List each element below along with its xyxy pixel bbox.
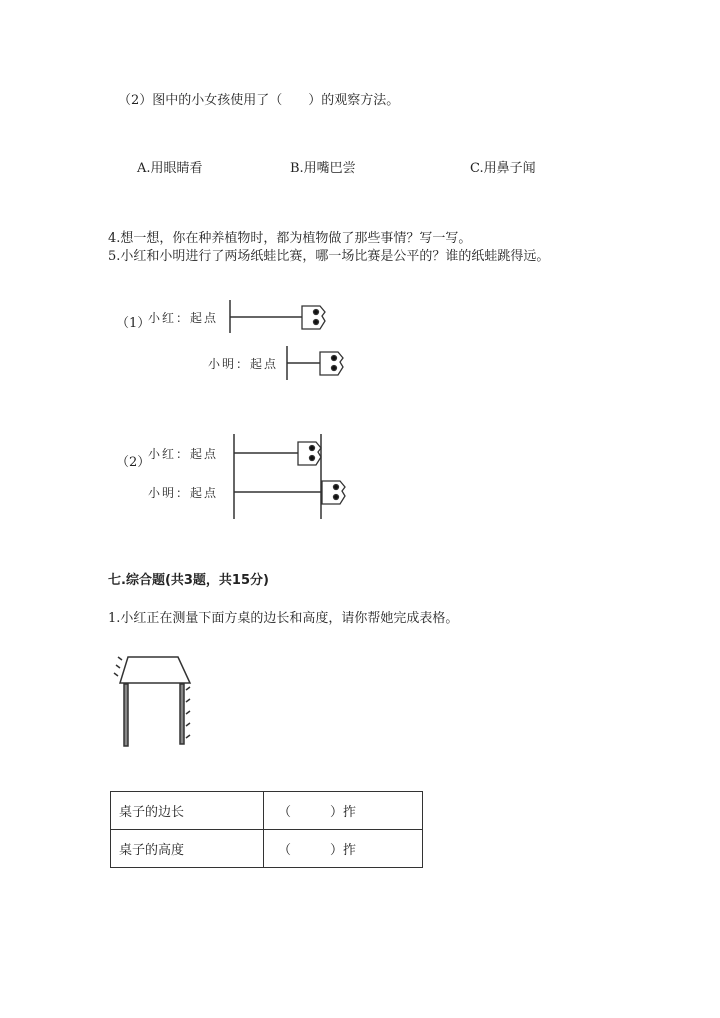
race-2-label: （2） — [116, 455, 151, 470]
race-1-label: （1） — [116, 316, 151, 331]
question-4: 4.想一想，你在种养植物时，都为植物做了那些事情？写一写。 — [108, 231, 472, 246]
race-2-xiaoming-label: 小明：起点 — [148, 486, 219, 500]
section-7-heading: 七.综合题(共3题，共15分) — [108, 573, 269, 588]
table-cell-label: 桌子的边长 — [111, 792, 264, 830]
table-cell-answer: （ ）拃 — [264, 830, 423, 868]
section-7-question-1: 1.小红正在测量下面方桌的边长和高度，请你帮她完成表格。 — [108, 611, 459, 626]
race-1-xiaohong-label: 小红：起点 — [148, 311, 219, 325]
table-cell-answer: （ ）拃 — [264, 792, 423, 830]
option-c: C.用鼻子闻 — [470, 161, 536, 176]
table-drawing — [114, 657, 190, 746]
option-a: A.用眼睛看 — [137, 161, 203, 176]
option-b: B.用嘴巴尝 — [290, 161, 356, 176]
table-row — [111, 830, 423, 868]
race-1-xiaoming-label: 小明：起点 — [208, 357, 279, 371]
measurement-table — [110, 791, 423, 868]
question-3-2: （2）图中的小女孩使用了（ ）的观察方法。 — [118, 93, 400, 108]
table-cell-label: 桌子的高度 — [111, 830, 264, 868]
race-2-xiaohong-label: 小红：起点 — [148, 447, 219, 461]
question-5: 5.小红和小明进行了两场纸蛙比赛，哪一场比赛是公平的？谁的纸蛙跳得远。 — [108, 249, 550, 264]
table-row — [111, 792, 423, 830]
